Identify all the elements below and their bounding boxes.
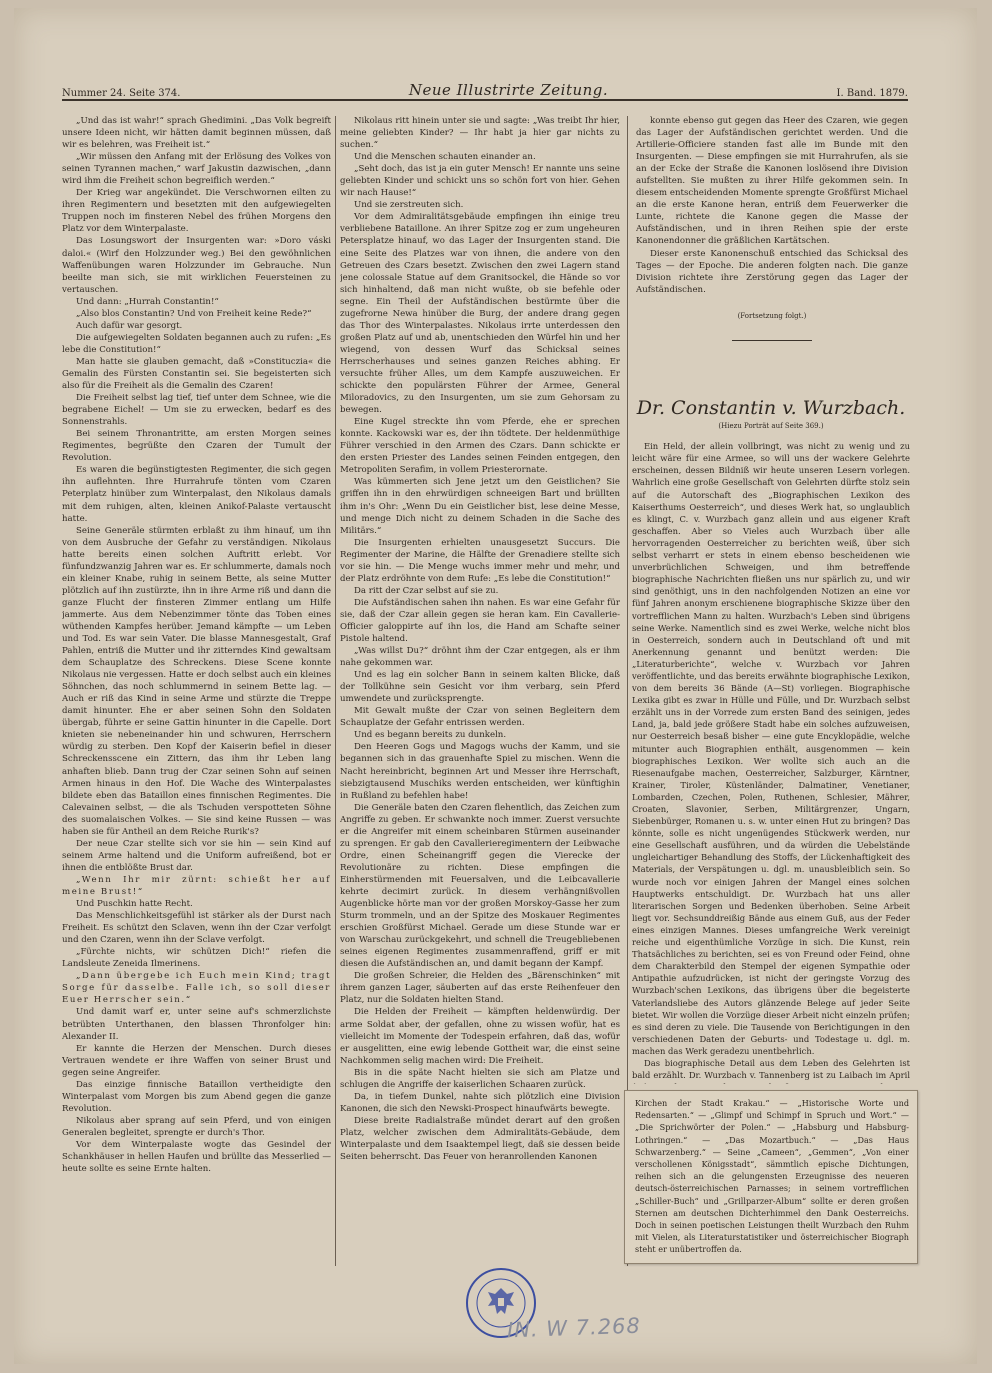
continuation-note: (Fortsetzung folgt.) bbox=[737, 311, 807, 320]
paragraph: Das einzige finnische Bataillon vertheidigte den Winterpalast vom Morgen bis zum Abend gegen die ganze Revolution. bbox=[62, 1079, 331, 1114]
column-rule bbox=[335, 116, 336, 1266]
volume-year: I. Band. 1879. bbox=[836, 88, 908, 99]
paragraph: Da ritt der Czar selbst auf sie zu. bbox=[354, 585, 499, 596]
page-number: Nummer 24. Seite 374. bbox=[62, 88, 181, 99]
paragraph: Das Losungswort der Insurgenten war: »Doro váski daloi.« (Wirf den Holzzunder weg.) Bei den gewöhnlichen Waffenübungen waren Holzzunder im Gebrauche. Nun beeilte man sich, sie mit wirklichen Feuersteinen zu vertauschen. bbox=[62, 236, 331, 295]
paragraph: Die Helden der Freiheit — kämpften heldenwürdig. Der arme Soldat aber, der gefallen, ohne zu wissen wofür, hat es vielleicht im Momente der Todespein erfahren, daß das, wofür er ausgelitten, eine ewig lebende Gottheit war, die einst seine Nachkommen selig machen wird: Die Freiheit. bbox=[340, 1007, 620, 1066]
paragraph: Und es lag ein solcher Bann in seinem kalten Blicke, daß der Tollkühne sein Gesicht vor ihm verbarg, sein Pferd umwendete und zurücksprengte. bbox=[340, 670, 620, 705]
paragraph: „Seht doch, das ist ja ein guter Mensch! Er nannte uns seine geliebten Kinder und schickt uns so schön fort von hier. Gehen wir nach Hause!“ bbox=[340, 164, 620, 199]
paragraph: Ein Held, der allein vollbringt, was nicht zu wenig und zu leicht wäre für eine Armee, so will uns der wackere Gelehrte erscheinen, dessen Bildniß wir heute unseren Lesern vorlegen. Wahrlich eine große Gesellschaft von Gelehrten dürfte stolz sein auf die Autorschaft des „Biographischen Lexikon des Kaiserthums Oesterreich“, und dieses Werk hat, so unglaublich es klingt, C. v. Wurzbach ganz allein und aus eigener Kraft geschaffen. Aber so Vieles auch Wurzbach über alle hervorragenden Oesterreicher zu berichten weiß, über sich selbst verharrt er stets in einem ebenso bescheidenen wie unverbrüchlichen Schweigen, und ihm betreffende biographische Nachrichten fließen uns nur spärlich zu, und wir sind genöthigt, uns in den nachfolgenden Notizen an eine vor fünf Jahren anonym erschienene biographische Skizze über den vortrefflichen Mann zu halten. Wurzbach's Leben sind übrigens seine Werke. Namentlich sind es zwei Werke, welche nicht blos in Oesterreich, sondern auch in Deutschland oft und mit Anerkennung genannt und benützt werden: Die „Literaturberichte“, welche v. Wurzbach vor Jahren veröffentlichte, und das bereits erwähnte biographische Lexikon, von dem bereits 36 Bände (A—St) vorliegen. Biographische Lexika gibt es zwar in Hülle und Fülle, und Dr. Wurzbach selbst erzählt uns in der Vorrede zum ersten Band des seinigen, jedes Land, ja, bald jede größere Stadt habe ein solches aufzuweisen, nur Oesterreich besaß bisher — eine gute Encyklopädie, welche mitunter auch Biographien enthält, ausgenommen — kein biographisches Lexikon. Wer wollte sich auch an die Riesenaufgabe machen, Oesterreicher, Salzburger, Kärntner, Krainer, Tiroler, Küstenländer, Dalmatiner, Venetianer, Lombarden, Czechen, Polen, Ruthenen, Schlesier, Mährer, Croaten, Slavonier, Serben, Militärgrenzer, Ungarn, Siebenbürger, Romanen u. s. w. unter einen Hut zu bringen? Das könnte, solle es nicht ungenügendes Stückwerk werden, nur eine Gesellschaft ausführen, und da würden die Uebelstände ungleichartiger Behandlung des Stoffs, der Lückenhaftigkeit des Materials, der Verspätungen u. dgl. m. unausbleiblich sein. So wurde noch vor einigen Jahren der Mangel eines solchen Hauptwerks entschuldigt. Dr. Wurzbach hat uns aller literarischen Sorgen und Bedenken überhoben. Seine Arbeit liegt vor. Sechsunddreißig Bände aus einem Guß, aus der Feder eines einzigen Mannes. Dieses umfangreiche Werk vereinigt reiche und eigenthümliche Vorzüge in sich. Die Kunst, rein Thatsächliches zu berichten, sei es von Freund oder Feind, ohne dem Charakterbild den Stempel der eigenen Sympathie oder Antipathie aufzudrücken, ist nicht der geringste Vorzug des Wurzbach'schen Lexikons, das übrigens über die begeisterte Vaterlandsliebe des Autors glänzende Belege auf jeder Seite bietet. Wir wollen die Vorzüge dieser Arbeit nicht einzeln prüfen; es sind deren zu viele. Die Tausende von Berichtigungen in den verschiedenen Daten der Geburts- und Todestage u. dgl. m. machen das Werk geradezu unentbehrlich. bbox=[632, 441, 910, 1056]
paragraph: „Und das ist wahr!“ sprach Ghedimini. „Das Volk begreift unsere Ideen nicht, wir hätten damit beginnen müssen, daß wir es belehren, was Freiheit ist.“ bbox=[62, 116, 331, 151]
paragraph: Auch dafür war gesorgt. bbox=[76, 320, 183, 331]
paragraph: „Fürchte nichts, wir schützen Dich!“ riefen die Landsleute Zeneida Ilmerinens. bbox=[62, 947, 331, 970]
paragraph: Bei seinem Thronantritte, am ersten Morgen seines Regimentes, begrüßte den Czaren der Tumult der Revolution. bbox=[62, 429, 331, 464]
paragraph: Diese breite Radialstraße mündet derart auf den großen Platz, welcher zwischen dem Admiralitäts-Gebäude, dem Winterpalaste und dem Isaaktempel liegt, daß sie dessen beide Seiten beherrscht. Das Feuer von heranrollenden Kanonen bbox=[340, 1115, 620, 1163]
paragraph: Das Menschlichkeitsgefühl ist stärker als der Durst nach Freiheit. Es schützt den Sclaven, wenn ihn der Czar verfolgt und den Czaren, wenn ihn der Sclave verfolgt. bbox=[62, 911, 331, 946]
paragraph: Und die Menschen schauten einander an. bbox=[354, 152, 536, 163]
paragraph: Nikolaus ritt hinein unter sie und sagte: „Was treibt Ihr hier, meine geliebten Kinder? — Ihr habt ja hier gar nichts zu suchen.“ bbox=[340, 116, 620, 151]
paragraph: Bis in die späte Nacht hielten sie sich am Platze und schlugen die Angriffe der kaiserlichen Schaaren zurück. bbox=[340, 1067, 620, 1090]
biography-article bbox=[632, 394, 910, 1084]
story-column-1 bbox=[62, 115, 331, 1275]
paragraph: Das biographische Detail aus dem Leben des Gelehrten ist bald erzählt. Dr. Wurzbach v. Tannenberg ist zu Laibach im April bbox=[632, 1057, 910, 1081]
paragraph: Was kümmerten sich Jene jetzt um den Geistlichen? Sie griffen ihn in den ehrwürdigen schneeigen Bart und brüllten ihm in's Ohr: „Wenn Du ein Geistlicher bist, lese deine Messe, und menge Dich nicht zu deinem Schaden in die Sache des Militärs.“ bbox=[340, 477, 620, 536]
paragraph: Mit Gewalt mußte der Czar von seinen Begleitern dem Schauplatze der Gefahr entrissen werden. bbox=[340, 706, 620, 729]
paragraph: Er kannte die Herzen der Menschen. Durch dieses Vertrauen wendete er ihre Waffen von seiner Brust und gegen seine Angreifer. bbox=[62, 1043, 331, 1078]
paragraph: Der Krieg war angekündet. Die Verschwornen eilten zu ihren Regimentern und besetzten mit den aufgewiegelten Truppen noch im finsteren Nebel des frühen Morgens den Platz vor dem Winterpalaste. bbox=[62, 188, 331, 235]
paragraph: Es waren die begünstigtesten Regimenter, die sich gegen ihn auflehnten. Ihre Hurrahrufe tönten vom Czaren Peterplatz hinüber zum Winterpalast, den Nikolaus damals mit dem ruhigen, alten, kleinen Anikof-Palaste vertauscht hatte. bbox=[62, 465, 331, 524]
paragraph: Den Heeren Gogs und Magogs wuchs der Kamm, und sie begannen sich in das grauenhafte Spiel zu mischen. Wenn die Nacht hereinbricht, beginnen Art und Messer ihre Herrschaft, siebzigtausend Muschiks werden entscheiden, wer künftighin in Rußland zu befehlen habe! bbox=[340, 742, 620, 801]
paragraph: „Dann übergebe ich Euch mein Kind; tragt Sorge für dasselbe. Falle ich, so soll dieser Euer Herrscher sein.“ bbox=[62, 971, 331, 1006]
pasted-clipping bbox=[624, 1090, 918, 1264]
divider bbox=[732, 340, 812, 341]
paragraph: „Wenn Ihr mir zürnt: schießt her auf meine Brust!“ bbox=[62, 874, 331, 897]
article-subtitle: (Hiezu Porträt auf Seite 369.) bbox=[718, 422, 824, 431]
paragraph: Seine Generäle stürmten erblaßt zu ihm hinauf, um ihn von dem Ausbruche der Gefahr zu verständigen. Nikolaus hatte bereits einen solchen Auftritt erlebt. Vor fünfundzwanzig Jahren war es. Er schlummerte, damals noch ein kleiner Knabe, ruhig in seinem Bette, als seine Mutter plötzlich auf ihn zustürzte, ihn in ihre Arme riß und dann die ganze Flucht der finsteren Zimmer entlang um Hilfe jammerte. Aus dem Nebenzimmer tönte das Toben eines wüthenden Kampfes herüber. Jemand kämpfte — um Leben und Tod. Es war sein Vater. Die blasse Mannesgestalt, Graf Pahlen, entriß die Mutter und ihr zitterndes Kind gewaltsam dem Schauplatze des Schreckens. Diese Scene konnte Nikolaus nie vergessen. Hatte er doch selbst auch ein kleines Söhnchen, das noch schlummernd in seinem Bette lag. — Auch er riß das Kind in seine Arme und stürzte die Treppe damit hinunter. Ehe er aber seinen Sohn den Soldaten übergab, führte er seine Gattin hinunter in die Capelle. Dort knieten sie nebeneinander hin und schwuren, Herrschern würdig zu sterben. Den Kopf der Kaiserin befiel in dieser Schreckensscene ein Zittern, das ihm ihr Leben lang anhaften blieb. Dann trug der Czar seinen Sohn auf seinen Armen hinaus in den Hof. Die Wache des Winterpalastes bildete eben das Bataillon eines finnischen Regimentes. Die Calevainen selbst, — die als Tschuden verspotteten Söhne des suomalaischen Volkes. — Sie sind keine Russen — was haben sie für Antheil an dem Reiche Rurik's? bbox=[62, 525, 331, 837]
paragraph: Die großen Schreier, die Helden des „Bärenschinken“ mit ihrem ganzen Lager, säuberten auf das erste Reihenfeuer den Platz, nur die Soldaten hielten Stand. bbox=[340, 971, 620, 1006]
paragraph: Die Freiheit selbst lag tief, tief unter dem Schnee, wie die begrabene Eichel! — Um sie zu erwecken, bedarf es des Sonnenstrahls. bbox=[62, 393, 331, 428]
clipping-text: Kirchen der Stadt Krakau.“ — „Historische Worte und Redensarten.“ — „Glimpf und Schimpf in Spruch und Wort.“ — „Die Sprichwörter der Polen.“ — „Habsburg und Habsburg-Lothringen.“ — „Das Mozartbuch.“ — „Das Haus Schwarzenberg.“ — Seine „Cameen“, „Gemmen“, „Von einer verschollenen Königsstadt“, sämmtlich epische Dichtungen, reihen sich an die gelungensten Erzeugnisse des neueren deutsch-österreichischen Parnasses; in seinem vortrefflichen „Schiller-Buch“ und „Grillparzer-Album“ sollte er deren großen Sternen am deutschen Dichterhimmel den Dank Oesterreichs. Doch in seinen poetischen Leistungen theilt Wurzbach den Ruhm mit Vielen, als Literaturstatistiker und österreichischer Biograph steht er unübertroffen da. bbox=[635, 1098, 909, 1255]
archive-signature: IN. W 7.268 bbox=[506, 1313, 642, 1343]
paragraph: „Wir müssen den Anfang mit der Erlösung des Volkes von seinen Tyrannen machen,“ warf Jakustin dazwischen, „dann wird ihm die Freiheit schon begreiflich werden.“ bbox=[62, 152, 331, 187]
paragraph: Die Generäle baten den Czaren flehentlich, das Zeichen zum Angriffe zu geben. Er schwankte noch immer. Zuerst versuchte er die Angreifer mit einem scheinbaren Stürmen auseinander zu sprengen. Er gab den Cavallerieregimentern der Leibwache Ordre, einen Scheinangriff gegen die Vierecke der Revolutionäre zu richten. Diese empfingen die Einherstürmenden mit Feuersalven, und die Leibcavallerie kehrte decimirt zurück. In diesem verhängnißvollen Augenblicke hörte man vor der großen Morskoy-Gasse her zum Sturm trommeln, und an der Spitze des Moskauer Regimentes erschien Großfürst Michael. Gerade um diese Stunde war er von Warschau zurückgekehrt, und schnell die Treugebliebenen seines eigenen Regimentes zusammenraffend, griff er mit diesen die Aufständischen an, und damit begann der Kampf. bbox=[340, 802, 620, 970]
paragraph: Und sie zerstreuten sich. bbox=[354, 200, 464, 211]
paragraph: konnte ebenso gut gegen das Heer des Czaren, wie gegen das Lager der Aufständischen gerichtet werden. Und die Artillerie-Officiere standen fast alle im Bunde mit den Insurgenten. — Diese empfingen sie mit Hurrahrufen, als sie an der Ecke der Straße die Kanonen loslösend ihre Division aufstellten. Sie mußten zu ihrer Hilfe gekommen sein. In diesem entscheidenden Momente sprengte Großfürst Michael an die erste Kanone heran, entriß dem Feuerwerker die Lunte, richtete die Kanone gegen die Masse der Aufständischen, und in ihren Reihen spie der erste Kanonendonner die gräßlichen Kartätschen. bbox=[636, 116, 908, 247]
paragraph: „Was willst Du?“ dröhnt ihm der Czar entgegen, als er ihm nahe gekommen war. bbox=[340, 646, 620, 669]
paragraph: Der neue Czar stellte sich vor sie hin — sein Kind auf seinem Arme haltend und die Uniform aufreißend, bot er ihnen die entblößte Brust dar. bbox=[62, 838, 331, 873]
paragraph: Und damit warf er, unter seine auf's schmerzlichste betrübten Unterthanen, den blassen Thronfolger hin: Alexander II. bbox=[62, 1007, 331, 1042]
paragraph: Die Insurgenten erhielten unausgesetzt Succurs. Die Regimenter der Marine, die Hälfte der Grenadiere stellte sich vor sie hin. — Die Menge wuchs immer mehr und mehr, und der Platz erdröhnte von dem Rufe: „Es lebe die Constitution!“ bbox=[340, 537, 620, 584]
paragraph: Vor dem Admiralitätsgebäude empfingen ihn einige treu verbliebene Bataillone. An ihrer Spitze zog er zum ungeheuren Petersplatze hinauf, wo das Lager der Insurgenten stand. Die eine Seite des Platzes war von ihnen, die andere von den Getreuen des Czars besetzt. Zwischen den zwei Lagern stand jene colossale Statue auf dem Granitsockel, die Hände so vor sich hinhaltend, daß man nicht wußte, ob sie befehle oder segne. Ein Theil der Aufständischen bestürmte über die zugefrorne Newa hinüber die Burg, der andere drang gegen das Thor des Winterpalastes. Nikolaus irrte unterdessen den großen Platz auf und ab, unentschieden den Würfel hin und her wiegend, von dessen Wurf das Schicksal seines Herrscherhauses und seines ganzen Reiches abhing. Er versuchte früher Alles, um dem Kampfe auszuweichen. Er schickte den populärsten Führer der Armee, General Miloradovics, zu den Insurgenten, um sie zum Gehorsam zu bewegen. bbox=[340, 212, 620, 416]
page-header bbox=[62, 77, 908, 101]
paragraph: Die Aufständischen sahen ihn nahen. Es war eine Gefahr für sie, daß der Czar allein gegen sie heran kam. Ein Cavallerie-Officier galoppirte auf ihn los, die Hand am Schafte seiner Pistole haltend. bbox=[340, 597, 620, 645]
paragraph: Und es begann bereits zu dunkeln. bbox=[354, 730, 507, 741]
story-column-3 bbox=[636, 115, 908, 355]
paragraph: Und Puschkin hatte Recht. bbox=[76, 899, 193, 910]
paragraph: Die aufgewiegelten Soldaten begannen auch zu rufen: „Es lebe die Constitution!“ bbox=[62, 332, 331, 355]
newspaper-title: Neue Illustrirte Zeitung. bbox=[408, 81, 609, 99]
paragraph: Eine Kugel streckte ihn vom Pferde, ehe er sprechen konnte. Kackowski war es, der ihn tödtete. Der heldenmüthige Führer verschied in den Armen des Czars. Dann schickte er den ersten Priester des Landes seinen Feinden entgegen, den Metropoliten Serafim, in vollem Priesterornate. bbox=[340, 417, 620, 476]
paragraph: Man hatte sie glauben gemacht, daß »Constituczia« die Gemalin des Fürsten Constantin sei. Sie begeisterten sich also für die Freiheit als die Gemalin des Czaren! bbox=[62, 356, 331, 392]
paragraph: Nikolaus aber sprang auf sein Pferd, und von einigen Generalen begleitet, sprengte er durch's Thor. bbox=[62, 1115, 331, 1138]
paragraph: „Also blos Constantin? Und von Freiheit keine Rede?“ bbox=[76, 308, 312, 319]
story-column-2 bbox=[340, 115, 620, 1265]
paragraph: Und dann: „Hurrah Constantin!“ bbox=[76, 296, 219, 307]
paragraph: Dieser erste Kanonenschuß entschied das Schicksal des Tages — der Epoche. Die anderen folgten nach. Die ganze Division richtete ihre Zerstörung gegen das Lager der Aufständischen. bbox=[636, 248, 908, 295]
article-title: Dr. Constantin v. Wurzbach. bbox=[636, 397, 906, 419]
paragraph: Da, in tiefem Dunkel, nahte sich plötzlich eine Division Kanonen, die sich den Newski-Prospect hinaufwärts bewegte. bbox=[340, 1091, 620, 1114]
paragraph: Vor dem Winterpalaste wogte das Gesindel der Schankhäuser in hellen Haufen und brüllte das Messerlied — heute sollte es seine Ernte halten. bbox=[62, 1139, 331, 1175]
